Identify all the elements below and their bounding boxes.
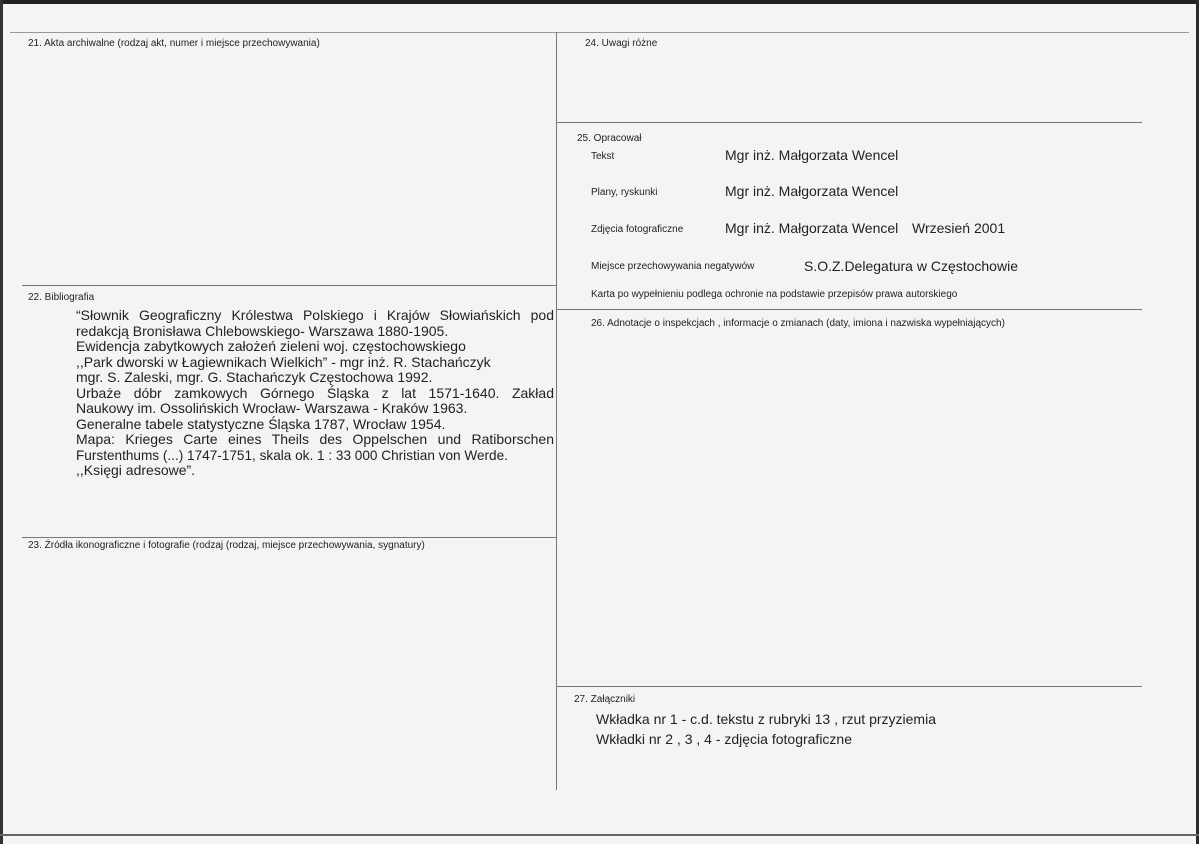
page-edge-top <box>0 0 1199 4</box>
top-rule <box>10 32 1189 33</box>
left-divider-21-22 <box>22 285 556 286</box>
bibliography-line: Naukowy im. Ossolińskich Wrocław- Warszawa - Kraków 1963. <box>76 400 468 416</box>
attachment-line-2: Wkładki nr 2 , 3 , 4 - zdjęcia fotograficzne <box>596 731 852 747</box>
miejsce-label: Miejsce przechowywania negatywów <box>591 261 755 272</box>
bibliography-line: ,,Księgi adresowe”. <box>76 462 196 478</box>
section-22-label: 22. Bibliografia <box>28 292 95 303</box>
zdjecia-author: Mgr inż. Małgorzata Wencel <box>725 220 899 236</box>
right-divider-26-27 <box>556 686 1142 687</box>
tekst-label: Tekst <box>591 151 615 162</box>
bibliography-line: Mapa: Krieges Carte eines Theils des Oppelschen und Ratiborschen <box>76 431 554 447</box>
right-divider-24-25 <box>556 122 1142 123</box>
miejsce-value: S.O.Z.Delegatura w Częstochowie <box>804 258 1018 274</box>
page-edge-bottom <box>0 834 1199 836</box>
bibliography-line: mgr. S. Zaleski, mgr. G. Stachańczyk Częstochowa 1992. <box>76 369 433 385</box>
section-21-label: 21. Akta archiwalne (rodzaj akt, numer i miejsce przechowywania) <box>28 38 320 49</box>
zdjecia-date: Wrzesień 2001 <box>912 220 1006 236</box>
bibliography-line: Furstenthums (...) 1747-1751, skala ok. 1 : 33 000 Christian von Werde. <box>76 447 508 463</box>
bibliography-line: “Słownik Geograficzny Królestwa Polskiego i Krajów Słowiańskich pod <box>76 307 554 323</box>
section-23-label: 23. Źródła ikonograficzne i fotografie (rodzaj (rodzaj, miejsce przechowywania, sygnatury) <box>28 540 425 551</box>
bibliography-line: ,,Park dworski w Łagiewnikach Wielkich” - mgr inż. R. Stachańczyk <box>76 353 491 370</box>
section-27-label: 27. Załączniki <box>574 694 636 705</box>
center-divider <box>556 32 557 790</box>
right-divider-25-26 <box>556 309 1142 310</box>
zdjecia-label: Zdjęcia fotograficzne <box>591 224 684 235</box>
bibliography-text <box>76 308 554 479</box>
section-24-label: 24. Uwagi różne <box>585 38 658 49</box>
plany-author: Mgr inż. Małgorzata Wencel <box>725 183 899 199</box>
plany-label: Plany, ryskunki <box>591 187 658 198</box>
karta-note: Karta po wypełnieniu podlega ochronie na podstawie przepisów prawa autorskiego <box>591 289 958 300</box>
bibliography-line: Ewidencja zabytkowych założeń zieleni woj. częstochowskiego <box>76 338 466 354</box>
section-25-label: 25. Opracował <box>577 133 642 144</box>
bibliography-line: redakcją Bronisława Chlebowskiego- Warszawa 1880-1905. <box>76 322 449 339</box>
page-edge-left <box>0 0 3 844</box>
bibliography-line: Urbaże dóbr zamkowych Górnego Śląska z lat 1571-1640. Zakład <box>76 384 554 401</box>
left-divider-22-23 <box>22 537 556 538</box>
attachment-line-1: Wkładka nr 1 - c.d. tekstu z rubryki 13 , rzut przyziemia <box>596 711 936 727</box>
bibliography-line: Generalne tabele statystyczne Śląska 1787, Wrocław 1954. <box>76 415 446 432</box>
tekst-author: Mgr inż. Małgorzata Wencel <box>725 147 899 163</box>
section-26-label: 26. Adnotacje o inspekcjach , informacje o zmianach (daty, imiona i nazwiska wypełniających) <box>591 318 1005 329</box>
